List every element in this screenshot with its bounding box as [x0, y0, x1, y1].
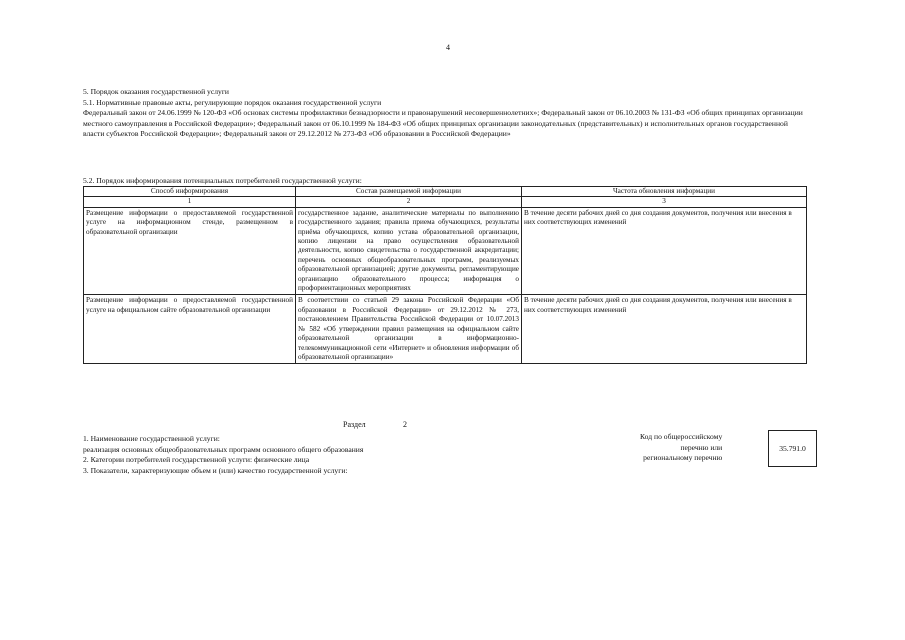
section-number: 2: [403, 420, 407, 429]
page-number: 4: [446, 43, 450, 52]
informing-table: [83, 186, 807, 364]
section-2-items: [83, 434, 363, 476]
table-column-number: 1: [84, 197, 296, 207]
code-label-line: Код по общероссийскому: [640, 432, 723, 441]
table-cell-method: Размещение информации о предоставляемой государственной услуге на информационном стенде, размещенном в образовательной организации: [84, 207, 296, 295]
service-name-label: 1. Наименование государственной услуги:: [83, 434, 220, 443]
section-5-heading: 5. Порядок оказания государственной услуги: [83, 87, 229, 96]
table-header-content: Состав размещаемой информации: [296, 187, 522, 197]
table-cell-content: государственное задание, аналитические материалы по выполнению государственного задания; правила приема обучающихся, результаты приёма обучающихся, копию устава образовательной организации, копию лицензии на право осуществления образовательной деятельности, копию свидетельства о государственной аккредитации; перечень основных общеобразовательных программ, реализуемых образовательной организацией; другие документы, регламентирующие организацию образовательного процесса; информация о профориентационных мероприятиях: [296, 207, 522, 295]
table-row: [84, 207, 807, 295]
section-5-1-heading: 5.1. Нормативные правовые акты, регулирующие порядок оказания государственной услуги: [83, 97, 382, 107]
table-cell-method: Размещение информации о предоставляемой государственной услуге на официальном сайте образовательной организации: [84, 295, 296, 364]
table-number-row: [84, 197, 807, 207]
code-label-line: региональному перечню: [643, 453, 723, 462]
table-header-method: Способ информирования: [84, 187, 296, 197]
section-label: Раздел: [343, 420, 366, 429]
table-cell-frequency: В течение десяти рабочих дней со дня создания документов, получения или внесения в них соответствующих изменений: [522, 207, 807, 295]
table-row: [84, 295, 807, 364]
table-cell-frequency: В течение десяти рабочих дней со дня создания документов, получения или внесения в них соответствующих изменений: [522, 295, 807, 364]
consumer-categories: 2. Категории потребителей государственной услуги: физические лица: [83, 455, 310, 464]
code-label-line: перечню или: [680, 442, 723, 452]
table-column-number: 3: [522, 197, 807, 207]
indicators-heading: 3. Показатели, характеризующие объем и (или) качество государственной услуги:: [83, 465, 348, 475]
service-name-value: реализация основных общеобразовательных программ основного общего образования: [83, 444, 364, 454]
service-code-box: 35.791.0: [768, 430, 817, 467]
table-cell-content: В соответствии со статьей 29 закона Российской Федерации «Об образовании в Российской Федерации» от 29.12.2012 № 273, постановлением Правительства Российской Федерации от 10.07.2013 № 582 «Об утверждении правил размещения на официальном сайте образовательной организации в информационно-телекоммуникационной сети «Интернет» и обновления информации об образовательной организации»: [296, 295, 522, 364]
table-header-row: [84, 187, 807, 197]
code-label-block: [640, 432, 722, 464]
table-header-frequency: Частота обновления информации: [522, 187, 807, 197]
table-column-number: 2: [296, 197, 522, 207]
section-5: [83, 87, 803, 140]
section-5-2-title: 5.2. Порядок информирования потенциальных потребителей государственной услуги:: [83, 176, 362, 185]
section-5-1-law-text: Федеральный закон от 24.06.1999 № 120-ФЗ «Об основах системы профилактики безнадзорности и правонарушений несовершеннолетних»; Федеральный закон от 06.10.2003 № 131-ФЗ «Об общих принципах организации местного самоуправления в Российской Федерации»; Федеральный закон от 06.10.1999 № 184-ФЗ «Об общих принципах организации законодательных (представительных) и исполнительных органов государственной власти субъектов Российской Федерации»; Федеральный закон от 29.12.2012 № 273-ФЗ «Об образовании в Российской Федерации»: [83, 108, 803, 138]
